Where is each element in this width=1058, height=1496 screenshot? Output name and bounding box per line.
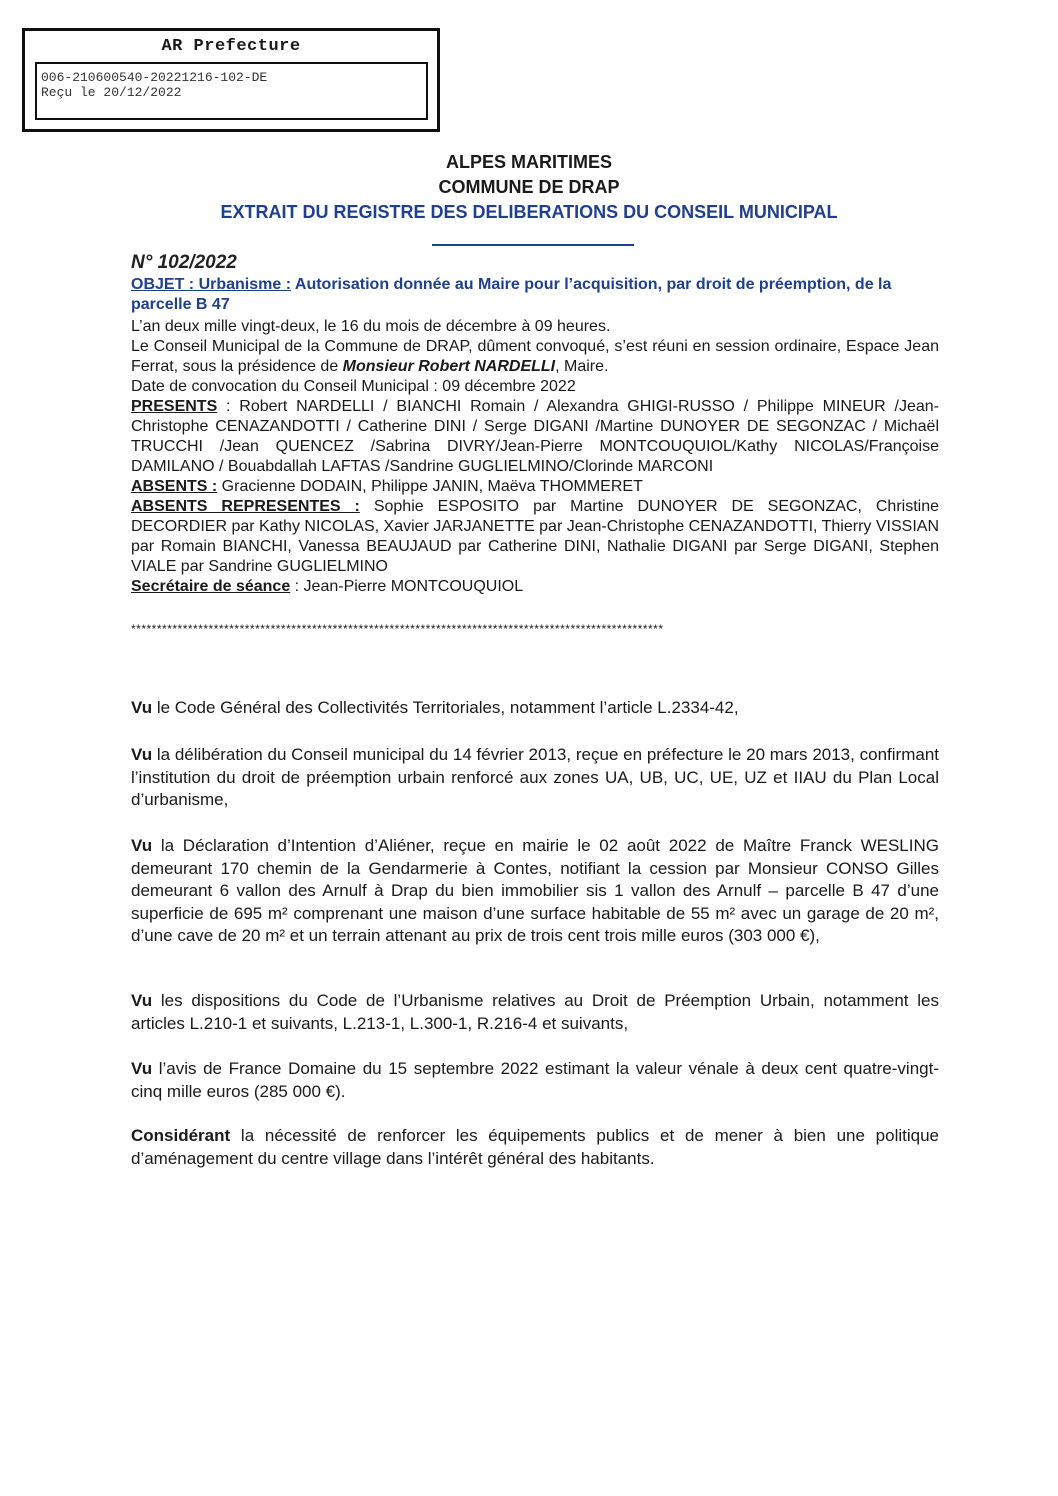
consideration-lead: Vu bbox=[131, 745, 153, 764]
department-heading: ALPES MARITIMES bbox=[445, 152, 612, 172]
convocation-date: Date de convocation du Conseil Municipal : 09 décembre 2022 bbox=[131, 378, 576, 395]
represented-label: ABSENTS REPRESENTES : bbox=[131, 498, 360, 515]
consideration-lead: Vu bbox=[131, 698, 153, 717]
registry-heading: EXTRAIT DU REGISTRE DES DELIBERATIONS DU CONSEIL MUNICIPAL bbox=[220, 202, 838, 222]
consideration-text: l’avis de France Domaine du 15 septembre 2022 estimant la valeur vénale à deux cent quatre-vingt-cinq mille euros (285 000 €). bbox=[131, 1059, 939, 1101]
prefecture-stamp bbox=[22, 28, 440, 132]
absents-label: ABSENTS : bbox=[131, 478, 218, 495]
consideration-paragraph bbox=[131, 835, 939, 948]
deliberation-object bbox=[131, 275, 941, 315]
consideration-lead: Vu bbox=[131, 991, 153, 1010]
council-text: Le Conseil Municipal de la Commune de DRAP, dûment convoqué, s’est réuni en session ordinaire, Espace Jean Ferrat, sous la présidence de bbox=[131, 338, 939, 375]
represented-list bbox=[131, 497, 939, 577]
consideration-paragraph bbox=[131, 744, 939, 812]
object-text: Autorisation donnée au Maire pour l’acquisition, par droit de préemption, de la parcelle B 47 bbox=[131, 276, 892, 313]
consideration-text: la délibération du Conseil municipal du 14 février 2013, reçue en préfecture le 20 mars 2013, confirmant l’institution du droit de préemption urbain renforcé aux zones UA, UB, UC, UE, UZ et IIAU du Plan Local d’urbanisme, bbox=[131, 745, 939, 809]
presents-list bbox=[131, 397, 939, 477]
stamp-received-date: Reçu le 20/12/2022 bbox=[41, 85, 182, 100]
consideration-paragraph bbox=[131, 990, 939, 1035]
consideration-paragraph bbox=[131, 1125, 939, 1170]
consideration-lead: Considérant bbox=[131, 1126, 231, 1145]
stamp-title: AR Prefecture bbox=[161, 37, 301, 56]
commune-heading: COMMUNE DE DRAP bbox=[438, 177, 620, 197]
session-date: L’an deux mille vingt-deux, le 16 du mois de décembre à 09 heures. bbox=[131, 318, 611, 335]
stamp-reference: 006-210600540-20221216-102-DE bbox=[41, 70, 268, 85]
heading-divider bbox=[432, 244, 634, 246]
presents-names: : Robert NARDELLI / BIANCHI Romain / Alexandra GHIGI-RUSSO / Philippe MINEUR /Jean-Christophe CENAZANDOTTI / Catherine DINI / Serge DIGANI /Martine DUNOYER DE SEGONZAC / Michaël TRUCCHI /Jean QUENCEZ /Sabrina DIVRY/Jean-Pierre MONTCOUQUIOL/Kathy NICOLAS/Françoise DAMILANO / Bouabdallah LAFTAS /Sandrine GUGLIELMINO/Clorinde MARCONI bbox=[131, 398, 939, 475]
secretary-line bbox=[131, 577, 939, 597]
consideration-text: la Déclaration d’Intention d’Aliéner, reçue en mairie le 02 août 2022 de Maître Franck WESLING demeurant 170 chemin de la Gendarmerie à Contes, notifiant la cession par Monsieur CONSO Gilles demeurant 6 vallon des Arnulf à Drap du bien immobilier sis 1 vallon des Arnulf – parcelle B 47 d’une superficie de 695 m² comprenant une maison d’une surface habitable de 55 m² avec un garage de 20 m², d’une cave de 20 m² et un terrain attenant au prix de trois cent trois mille euros (303 000 €), bbox=[131, 836, 939, 945]
presents-label: PRESENTS bbox=[131, 398, 218, 415]
council-text-end: , Maire. bbox=[555, 358, 609, 375]
consideration-lead: Vu bbox=[131, 1059, 153, 1078]
object-label: OBJET : Urbanisme : bbox=[131, 276, 292, 293]
secretary-name: : Jean-Pierre MONTCOUQUIOL bbox=[290, 578, 524, 595]
consideration-paragraph bbox=[131, 1058, 939, 1103]
represented-names: Sophie ESPOSITO par Martine DUNOYER DE SEGONZAC, Christine DECORDIER par Kathy NICOLAS, Xavier JARJANETTE par Jean-Christophe CENAZANDOTTI, Thierry VISSIAN par Romain BIANCHI, Vanessa BEAUJAUD par Catherine DINI, Nathalie DIGANI par Serge DIGANI, Stephen VIALE par Sandrine GUGLIELMINO bbox=[131, 498, 940, 575]
consideration-paragraph bbox=[131, 697, 939, 720]
separator-line: ******************************************************************************************************* bbox=[131, 622, 664, 636]
secretary-label: Secrétaire de séance bbox=[131, 578, 291, 595]
president-name: Monsieur Robert NARDELLI bbox=[342, 358, 556, 375]
absents-list bbox=[131, 477, 939, 497]
session-council bbox=[131, 337, 939, 377]
session-details bbox=[131, 317, 939, 597]
absents-names: Gracienne DODAIN, Philippe JANIN, Maëva THOMMERET bbox=[217, 478, 643, 495]
consideration-lead: Vu bbox=[131, 836, 153, 855]
consideration-text: le Code Général des Collectivités Territoriales, notamment l’article L.2334-42, bbox=[152, 698, 739, 717]
consideration-text: la nécessité de renforcer les équipements publics et de mener à bien une politique d’aménagement du centre village dans l’intérêt général des habitants. bbox=[131, 1126, 939, 1168]
stamp-reference-box bbox=[35, 62, 428, 120]
consideration-text: les dispositions du Code de l’Urbanisme relatives au Droit de Préemption Urbain, notamment les articles L.210-1 et suivants, L.213-1, L.300-1, R.216-4 et suivants, bbox=[131, 991, 939, 1033]
deliberation-number: N° 102/2022 bbox=[131, 252, 237, 273]
